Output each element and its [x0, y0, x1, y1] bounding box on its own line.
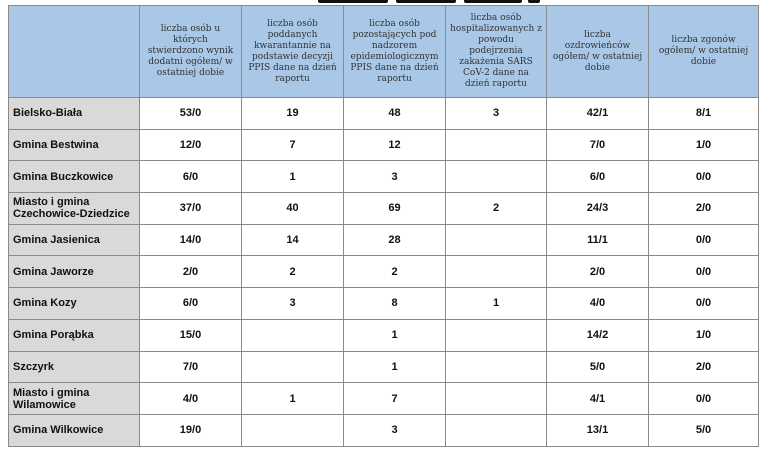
municipality-name: Gmina Wilkowice — [9, 414, 140, 446]
table-cell: 37/0 — [140, 193, 242, 225]
table-row — [9, 319, 759, 351]
table-row — [9, 193, 759, 225]
table-cell: 8 — [344, 288, 446, 320]
header-supervision: liczba osób pozostających pod nadzorem epidemiologicznym PPIS dane na dzień raportu — [344, 6, 446, 98]
table-cell: 0/0 — [649, 161, 759, 193]
header-corner — [9, 6, 140, 98]
table-cell: 12/0 — [140, 129, 242, 161]
table-header — [9, 6, 759, 98]
table-cell: 1/0 — [649, 319, 759, 351]
header-deaths: liczba zgonów ogółem/ w ostatniej dobie — [649, 6, 759, 98]
table-cell — [446, 351, 547, 383]
table-cell: 1 — [344, 319, 446, 351]
header-row — [9, 6, 759, 98]
table-cell: 3 — [344, 161, 446, 193]
table-cell: 1 — [242, 383, 344, 415]
table-row — [9, 129, 759, 161]
table-cell: 8/1 — [649, 98, 759, 130]
table-cell — [446, 161, 547, 193]
table-cell: 53/0 — [140, 98, 242, 130]
table-cell: 7 — [344, 383, 446, 415]
table-cell: 28 — [344, 224, 446, 256]
municipality-name: Miasto i gmina Wilamowice — [9, 383, 140, 415]
header-recovered: liczba ozdrowieńców ogółem/ w ostatniej dobie — [547, 6, 649, 98]
table-cell — [446, 383, 547, 415]
table-cell: 2 — [242, 256, 344, 288]
municipality-name: Miasto i gmina Czechowice-Dziedzice — [9, 193, 140, 225]
table-cell: 7/0 — [547, 129, 649, 161]
municipality-name: Gmina Porąbka — [9, 319, 140, 351]
table-cell: 2 — [344, 256, 446, 288]
table-cell: 5/0 — [649, 414, 759, 446]
municipality-name: Gmina Jaworze — [9, 256, 140, 288]
municipality-name: Gmina Bestwina — [9, 129, 140, 161]
table-cell — [446, 256, 547, 288]
table-cell: 6/0 — [547, 161, 649, 193]
table-row — [9, 383, 759, 415]
table-cell: 0/0 — [649, 256, 759, 288]
municipality-name: Gmina Kozy — [9, 288, 140, 320]
table-cell — [446, 319, 547, 351]
table-cell: 4/0 — [547, 288, 649, 320]
table-cell: 1 — [446, 288, 547, 320]
table-cell: 40 — [242, 193, 344, 225]
table-cell: 4/1 — [547, 383, 649, 415]
table-cell: 3 — [446, 98, 547, 130]
table-row — [9, 98, 759, 130]
table-row — [9, 288, 759, 320]
table-cell: 12 — [344, 129, 446, 161]
municipality-name: Bielsko-Biała — [9, 98, 140, 130]
table-cell: 19 — [242, 98, 344, 130]
table-cell: 7/0 — [140, 351, 242, 383]
table-cell: 3 — [242, 288, 344, 320]
table-cell: 3 — [344, 414, 446, 446]
table-cell: 13/1 — [547, 414, 649, 446]
table-row — [9, 414, 759, 446]
table-row — [9, 351, 759, 383]
table-cell: 5/0 — [547, 351, 649, 383]
table-cell: 2 — [446, 193, 547, 225]
table-cell: 48 — [344, 98, 446, 130]
table-cell: 0/0 — [649, 383, 759, 415]
table-row — [9, 161, 759, 193]
table-cell: 14/2 — [547, 319, 649, 351]
table-cell: 1 — [344, 351, 446, 383]
covid-statistics-table — [8, 5, 759, 447]
table-cell: 14 — [242, 224, 344, 256]
table-cell: 0/0 — [649, 288, 759, 320]
table-cell: 1 — [242, 161, 344, 193]
table-cell: 0/0 — [649, 224, 759, 256]
table-cell: 7 — [242, 129, 344, 161]
table-cell: 2/0 — [649, 351, 759, 383]
table-cell: 69 — [344, 193, 446, 225]
table-cell — [446, 224, 547, 256]
table-cell: 2/0 — [140, 256, 242, 288]
table-cell: 6/0 — [140, 161, 242, 193]
table-cell — [446, 414, 547, 446]
table-cell — [242, 414, 344, 446]
table-cell — [446, 129, 547, 161]
header-hospitalized: liczba osób hospitalizowanych z powodu podejrzenia zakażenia SARS CoV-2 dane na dzień raportu — [446, 6, 547, 98]
table-cell — [242, 319, 344, 351]
table-cell: 2/0 — [649, 193, 759, 225]
municipality-name: Gmina Jasienica — [9, 224, 140, 256]
header-positive-cases: liczba osób u których stwierdzono wynik dodatni ogółem/ w ostatniej dobie — [140, 6, 242, 98]
table-cell — [242, 351, 344, 383]
table-cell: 19/0 — [140, 414, 242, 446]
table-cell: 15/0 — [140, 319, 242, 351]
table-cell: 4/0 — [140, 383, 242, 415]
header-quarantine: liczba osób poddanych kwarantannie na podstawie decyzji PPIS dane na dzień raportu — [242, 6, 344, 98]
table-row — [9, 256, 759, 288]
municipality-name: Gmina Buczkowice — [9, 161, 140, 193]
table-cell: 14/0 — [140, 224, 242, 256]
municipality-name: Szczyrk — [9, 351, 140, 383]
table-cell: 42/1 — [547, 98, 649, 130]
table-cell: 2/0 — [547, 256, 649, 288]
table-cell: 1/0 — [649, 129, 759, 161]
table-cell: 11/1 — [547, 224, 649, 256]
table-cell: 24/3 — [547, 193, 649, 225]
table-row — [9, 224, 759, 256]
table-cell: 6/0 — [140, 288, 242, 320]
table-body — [9, 98, 759, 447]
